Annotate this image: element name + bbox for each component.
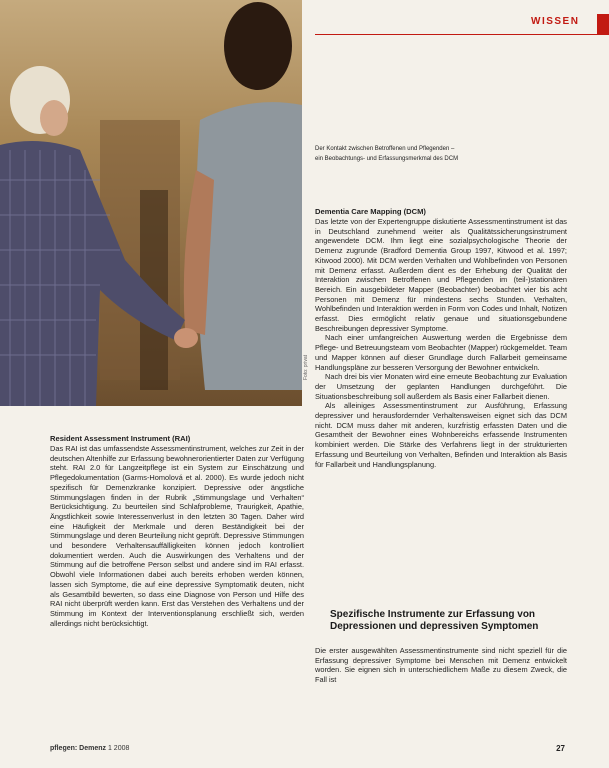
dcm-paragraph-3: Nach drei bis vier Monaten wird eine erneute Beobachtung zur Evaluation der Umsetzung der geplanten Handlungen durchgeführt. Die Situationsbeschreibung soll außerdem als Basis einer Fallarbeit dienen. <box>315 372 567 401</box>
section-tag <box>531 14 609 32</box>
dcm-paragraph-4: Als alleiniges Assessmentinstrument zur Ausführung, Erfassung depressiver und herausfordernder Verhaltensweisen eignet sich das DCM nicht. DCM muss daher mit anderen, kurzfristig erfassten Daten und die Gesamtheit der Bewohner eines Wohnbereichs erfassende Instrumenten kombiniert werden. Die Stärke des Verfahrens liegt in der strukturierten Erfassung und Beurteilung von Verhalten, Befinden und Interaktion als Basis für Fallarbeit und Handlungsplanung. <box>315 401 567 469</box>
dcm-heading: Dementia Care Mapping (DCM) <box>315 207 426 216</box>
rai-column <box>50 434 304 628</box>
dcm-column <box>315 207 567 469</box>
section-rule <box>315 34 609 35</box>
section-bar <box>597 14 609 34</box>
dcm-paragraph-2: Nach einer umfangreichen Auswertung werden die Ergebnisse dem Pflege- und Betreuungsteam vom Beobachter (Mapper) rückgemeldet. Team und Mapper können auf dieser Grundlage durch Fallarbeit gemeinsame Handlungspläne zur besseren Versorgung der Bewohner entwickeln. <box>315 333 567 372</box>
section-label: WISSEN <box>531 16 580 27</box>
photo-caption <box>315 144 565 164</box>
caption-line-1: Der Kontakt zwischen Betroffenen und Pflegenden – <box>315 146 455 152</box>
article-photo <box>0 0 302 406</box>
depression-body: Die erster ausgewählten Assessmentinstrumente sind nicht speziell für die Erfassung depressiver Symptome bei Menschen mit Demenz entwickelt worden. Sie eignen sich in unterschiedlichem Maße zu diesem Zweck, die Fall ist <box>315 646 567 685</box>
depression-column <box>315 646 567 685</box>
depression-heading: Spezifische Instrumente zur Erfassung von Depressionen und depressiven Symptomen <box>330 609 539 632</box>
rai-body: Das RAI ist das umfassendste Assessmentinstrument, welches zur Zeit in der deutschen Altenhilfe zur Erfassung bewohnerorientierter Daten zur Verfügung steht. RAI 2.0 für Langzeitpflege ist ein System zur Einschätzung und Pflegedokumentation (Garms-Homolová et al. 2000). Es wurde jedoch nicht spezifisch für Demenzkranke konzipiert. Depressive oder ängstliche Stimmungslagen finden in der Rubrik „Stimmungslage und Verhalten“ Berücksichtigung. Zu beurteilen sind Schlafprobleme, Traurigkeit, Apathie, Ängstlichkeit sowie Interessenverlust in den letzten 30 Tagen. Daher wird eine Häufigkeit der Merkmale und deren Beständigkeit bei der Stimmungslage und deren Beurteilung nicht geprüft. Depressive Stimmungen und besondere Verhaltensauffälligkeiten können jedoch kontrolliert dokumentiert werden. Auch die Auswirkungen des Verhaltens und der Stimmung auf die betroffene Person selbst und andere sind im RAI erfasst. Obwohl viele Informationen dabei auch bereits erhoben werden können, lassen sich Symptome, die auf eine depressive Symptomatik deuten, nicht als Gesamtbild bewerten, so dass eine Diagnose von Person und Hilfe des RAI nicht überprüft werden kann. Erst das Verstehen des Verhaltens und der Stimmung im Kontext der Interventionsplanung erschließt sich, werden allerdings nicht berücksichtigt. <box>50 444 304 628</box>
photo-credit: Foto: privat <box>303 355 309 381</box>
journal-issue: 1 2008 <box>107 745 130 752</box>
dcm-paragraph-1: Das letzte von der Expertengruppe diskutierte Assessmentinstrument ist das in Deutschland zunehmend weiter als Qualitätssicherungsinstrument angewendete DCM. Ihm liegt eine sozialpsychologische Theorie der Demenz zugrunde (Bradford Dementia Group 1997, Kitwood et al. 1997; Kitwood 2000). Mit DCM werden Verhalten und Wohlbefinden von Personen mit Demenz erfasst. Außerdem dient es der Erhebung der Qualität der Interaktion zwischen Betroffenen und Pflegenden im (teil-)stationären Bereich. Ein ausgebildeter Mapper (Beobachter) beobachtet vier bis acht Personen mit Demenz für mindestens sechs Stunden. Verhalten, Wohlbefinden und Interaktion werden in Form von Codes und Inhalt, Notizen erfasst. Dies ermöglicht relativ genaue und situationsgebundene Beschreibungen depressiver Symptome. <box>315 217 567 333</box>
journal-footer <box>50 745 129 752</box>
rai-heading: Resident Assessment Instrument (RAI) <box>50 434 191 443</box>
page-number: 27 <box>556 744 565 753</box>
caption-line-2: ein Beobachtungs- und Erfassungsmerkmal des DCM <box>315 156 459 162</box>
journal-name: pflegen: Demenz <box>50 745 107 752</box>
photo-illustration <box>0 0 302 406</box>
